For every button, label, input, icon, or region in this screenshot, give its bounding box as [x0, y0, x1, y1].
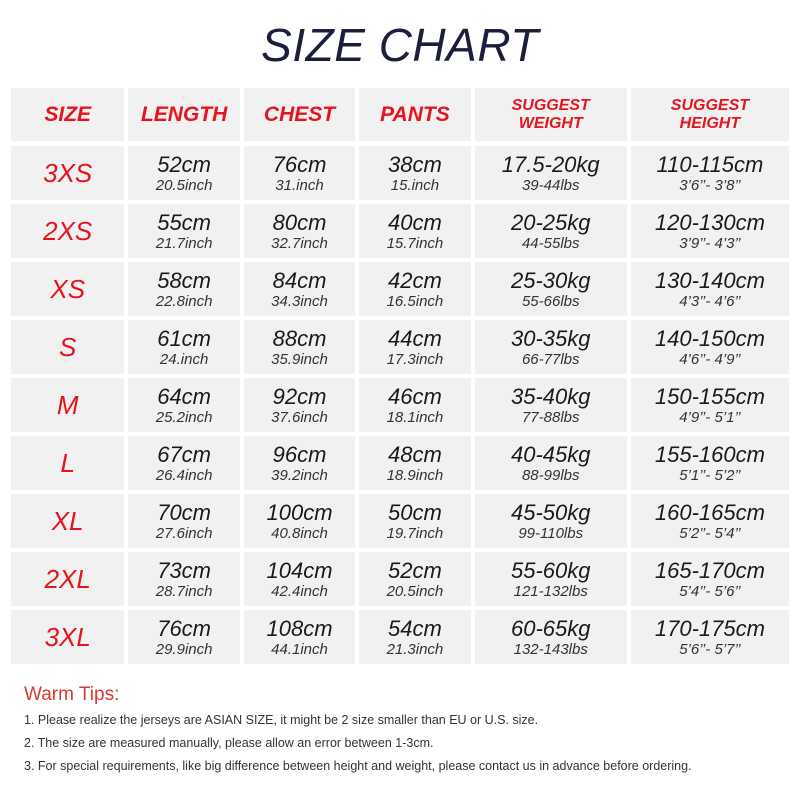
cell-chest: [244, 320, 355, 374]
cell-size: [11, 610, 124, 664]
size-label: 2XS: [43, 215, 93, 246]
cell-height: [631, 320, 789, 374]
cell-pants: [359, 552, 470, 606]
cell-size: [11, 262, 124, 316]
cell-weight: [475, 262, 627, 316]
header-chest: CHEST: [244, 88, 355, 141]
chest-value: 100cm: [266, 499, 333, 525]
length-in-value: 22.8inch: [155, 292, 213, 310]
size-chart-table: [11, 88, 789, 668]
weight-lbs-value: 55-66lbs: [521, 292, 580, 310]
size-label: 2XL: [44, 563, 91, 594]
cell-height: [631, 378, 789, 432]
chest-in-value: 32.7inch: [271, 234, 328, 252]
cell-size: [11, 204, 124, 258]
cell-chest: [244, 262, 355, 316]
table-row: [11, 146, 789, 200]
chest-value: 88cm: [272, 325, 327, 351]
height-ft-value: 4’9’’- 5’1’’: [679, 408, 741, 426]
length-in-value: 26.4inch: [155, 466, 213, 484]
pants-value: 52cm: [388, 557, 442, 583]
cell-size: [11, 436, 124, 490]
length-in-value: 20.5inch: [155, 176, 213, 194]
table-header-row: [11, 88, 789, 141]
cell-chest: [244, 552, 355, 606]
weight-lbs-value: 99-110lbs: [518, 524, 584, 542]
header-suggest-weight: [475, 88, 627, 141]
height-value: 130-140cm: [654, 267, 765, 293]
height-value: 165-170cm: [654, 557, 765, 583]
length-value: 52cm: [157, 151, 211, 177]
cell-length: [128, 204, 239, 258]
cell-height: [631, 436, 789, 490]
pants-in-value: 17.3inch: [386, 350, 444, 368]
header-length: LENGTH: [128, 88, 239, 141]
size-label: S: [59, 331, 77, 362]
height-ft-value: 5’6’’- 5’7’’: [679, 640, 741, 658]
weight-lbs-value: 44-55lbs: [521, 234, 580, 252]
cell-size: [11, 494, 124, 548]
chest-value: 84cm: [272, 267, 327, 293]
pants-value: 46cm: [388, 383, 442, 409]
cell-length: [128, 610, 239, 664]
pants-in-value: 19.7inch: [386, 524, 444, 542]
size-label: XS: [50, 273, 86, 304]
cell-size: [11, 146, 124, 200]
chest-value: 108cm: [266, 615, 333, 641]
cell-pants: [359, 436, 470, 490]
chest-in-value: 39.2inch: [271, 466, 328, 484]
cell-length: [128, 378, 239, 432]
length-value: 76cm: [157, 615, 211, 641]
weight-value: 20-25kg: [510, 209, 591, 235]
page-title: SIZE CHART: [261, 19, 539, 71]
chest-value: 104cm: [266, 557, 333, 583]
chest-value: 76cm: [272, 151, 327, 177]
weight-value: 25-30kg: [510, 267, 591, 293]
warm-tips-title: Warm Tips:: [24, 684, 120, 705]
header-pants: PANTS: [359, 88, 470, 141]
weight-value: 17.5-20kg: [501, 151, 600, 177]
cell-weight: [475, 436, 627, 490]
cell-weight: [475, 320, 627, 374]
length-value: 73cm: [157, 557, 211, 583]
chest-in-value: 34.3inch: [271, 292, 328, 310]
pants-value: 48cm: [388, 441, 442, 467]
cell-length: [128, 436, 239, 490]
length-in-value: 27.6inch: [155, 524, 213, 542]
cell-height: [631, 552, 789, 606]
chest-value: 92cm: [272, 383, 327, 409]
weight-value: 45-50kg: [510, 499, 591, 525]
length-in-value: 28.7inch: [155, 582, 213, 600]
size-label: M: [56, 389, 79, 420]
cell-length: [128, 552, 239, 606]
chest-in-value: 35.9inch: [271, 350, 328, 368]
length-in-value: 29.9inch: [155, 640, 213, 658]
warm-tips: [24, 684, 794, 783]
size-label: XL: [51, 505, 84, 536]
chest-in-value: 40.8inch: [271, 524, 328, 542]
height-ft-value: 5’1’’- 5’2’’: [679, 466, 741, 484]
pants-value: 38cm: [388, 151, 442, 177]
height-value: 140-150cm: [654, 325, 765, 351]
table-row: [11, 378, 789, 432]
height-ft-value: 4’3’’- 4’6’’: [679, 292, 741, 310]
weight-value: 60-65kg: [510, 615, 591, 641]
cell-chest: [244, 610, 355, 664]
cell-pants: [359, 378, 470, 432]
height-ft-value: 4’6’’- 4’9’’: [679, 350, 741, 368]
cell-size: [11, 320, 124, 374]
cell-length: [128, 146, 239, 200]
height-value: 160-165cm: [654, 499, 765, 525]
cell-height: [631, 494, 789, 548]
cell-chest: [244, 146, 355, 200]
cell-chest: [244, 494, 355, 548]
cell-chest: [244, 436, 355, 490]
pants-value: 54cm: [388, 615, 442, 641]
length-value: 61cm: [157, 325, 211, 351]
weight-lbs-value: 77-88lbs: [521, 408, 580, 426]
header-suggest-height-label: SUGGEST HEIGHT: [670, 96, 750, 132]
pants-in-value: 18.9inch: [386, 466, 444, 484]
cell-chest: [244, 204, 355, 258]
weight-lbs-value: 39-44lbs: [521, 176, 580, 194]
cell-pants: [359, 262, 470, 316]
weight-lbs-value: 66-77lbs: [521, 350, 580, 368]
cell-weight: [475, 552, 627, 606]
height-value: 120-130cm: [654, 209, 765, 235]
cell-weight: [475, 146, 627, 200]
size-label: 3XS: [43, 157, 93, 188]
cell-weight: [475, 204, 627, 258]
cell-length: [128, 262, 239, 316]
header-size: SIZE: [11, 88, 124, 141]
cell-pants: [359, 320, 470, 374]
tip-item: 3. For special requirements, like big difference between height and weight, please contact us in advance before ordering.: [24, 759, 692, 773]
pants-in-value: 18.1inch: [386, 408, 444, 426]
table-row: [11, 204, 789, 258]
cell-height: [631, 204, 789, 258]
table-row: [11, 552, 789, 606]
pants-in-value: 16.5inch: [386, 292, 444, 310]
cell-height: [631, 610, 789, 664]
length-in-value: 21.7inch: [155, 234, 213, 252]
pants-in-value: 15.inch: [390, 176, 440, 194]
pants-value: 42cm: [388, 267, 442, 293]
height-ft-value: 3’9’’- 4’3’’: [679, 234, 741, 252]
cell-height: [631, 146, 789, 200]
length-value: 55cm: [157, 209, 211, 235]
chest-in-value: 31.inch: [275, 176, 324, 194]
table-row: [11, 494, 789, 548]
pants-in-value: 15.7inch: [386, 234, 444, 252]
cell-height: [631, 262, 789, 316]
weight-value: 30-35kg: [510, 325, 591, 351]
chest-value: 96cm: [272, 441, 327, 467]
table-row: [11, 436, 789, 490]
length-value: 67cm: [157, 441, 211, 467]
weight-lbs-value: 121-132lbs: [513, 582, 588, 600]
weight-lbs-value: 132-143lbs: [513, 640, 588, 658]
table-row: [11, 262, 789, 316]
length-value: 70cm: [157, 499, 211, 525]
height-value: 150-155cm: [654, 383, 765, 409]
length-in-value: 24.inch: [159, 350, 209, 368]
cell-pants: [359, 204, 470, 258]
chest-value: 80cm: [272, 209, 327, 235]
cell-weight: [475, 494, 627, 548]
table-row: [11, 320, 789, 374]
table-row: [11, 610, 789, 664]
length-value: 64cm: [157, 383, 211, 409]
header-suggest-height: [631, 88, 789, 141]
cell-chest: [244, 378, 355, 432]
chest-in-value: 42.4inch: [271, 582, 328, 600]
weight-value: 35-40kg: [510, 383, 591, 409]
height-ft-value: 3’6’’- 3’8’’: [679, 176, 741, 194]
chest-in-value: 44.1inch: [271, 640, 328, 658]
height-value: 155-160cm: [654, 441, 765, 467]
height-value: 170-175cm: [654, 615, 765, 641]
chest-in-value: 37.6inch: [271, 408, 328, 426]
tip-item: 2. The size are measured manually, please allow an error between 1-3cm.: [24, 736, 434, 750]
length-in-value: 25.2inch: [155, 408, 213, 426]
size-label: 3XL: [44, 621, 91, 652]
cell-weight: [475, 378, 627, 432]
pants-value: 44cm: [388, 325, 442, 351]
cell-size: [11, 552, 124, 606]
height-ft-value: 5’2’’- 5’4’’: [679, 524, 741, 542]
cell-length: [128, 494, 239, 548]
pants-in-value: 20.5inch: [386, 582, 444, 600]
pants-value: 50cm: [388, 499, 442, 525]
cell-length: [128, 320, 239, 374]
header-suggest-weight-label: SUGGEST WEIGHT: [511, 96, 590, 132]
table-body: [11, 146, 789, 664]
cell-weight: [475, 610, 627, 664]
weight-value: 40-45kg: [510, 441, 591, 467]
pants-value: 40cm: [388, 209, 442, 235]
weight-lbs-value: 88-99lbs: [521, 466, 580, 484]
height-ft-value: 5’4’’- 5’6’’: [679, 582, 741, 600]
cell-pants: [359, 494, 470, 548]
size-label: L: [60, 447, 75, 478]
tip-item: 1. Please realize the jerseys are ASIAN SIZE, it might be 2 size smaller than EU or U.S. size.: [24, 713, 539, 727]
cell-pants: [359, 146, 470, 200]
length-value: 58cm: [157, 267, 211, 293]
cell-size: [11, 378, 124, 432]
pants-in-value: 21.3inch: [386, 640, 444, 658]
weight-value: 55-60kg: [510, 557, 591, 583]
height-value: 110-115cm: [656, 151, 764, 177]
cell-pants: [359, 610, 470, 664]
